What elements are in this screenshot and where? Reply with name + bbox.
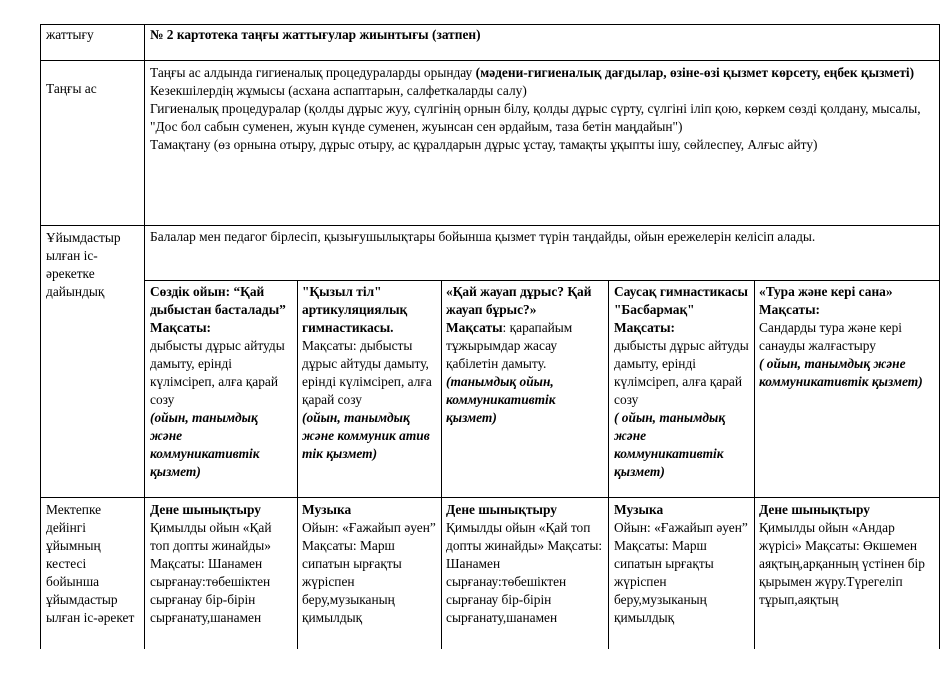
activity-title: Дене шынықтыру — [759, 502, 870, 517]
exercise-label: жаттығу — [46, 27, 94, 42]
row-divider — [40, 24, 940, 25]
game-tag: ( ойын, танымдық және коммуникативтік қызмет) — [759, 356, 923, 389]
game-goal-label: Мақсаты: — [759, 302, 820, 317]
column-divider — [144, 24, 145, 649]
game-title: Сөздік ойын: “Қай дыбыстан басталады” — [150, 284, 286, 317]
column-divider — [40, 24, 41, 649]
game-goal: Мақсаты: дыбысты дұрыс айтуды дамыту, ерінді күлімсіреп, алға қарай созу — [302, 338, 432, 407]
activity-cell — [446, 501, 604, 627]
row-divider — [144, 280, 940, 281]
exercise-content: № 2 картотека таңғы жаттығулар жиынтығы (затпен) — [150, 27, 481, 42]
activity-body: Қимылды ойын «Қай топ допты жинайды» Мақсаты: Шанамен сырғанау:төбешіктен сырғанау бір-бірін сырғанату,шанамен — [446, 520, 603, 625]
game-cell — [150, 283, 292, 481]
activity-title: Дене шынықтыру — [446, 502, 557, 517]
breakfast-content — [150, 64, 932, 154]
activity-cell — [150, 501, 294, 627]
activity-cell — [759, 501, 934, 609]
activity-cell — [302, 501, 438, 627]
activity-body: Ойын: «Ғажайып әуен” Мақсаты: Марш сипатын ырғақты жүріспен беру,музыканың қимылдық — [614, 520, 748, 625]
activity-title: Дене шынықтыру — [150, 502, 261, 517]
activity-body: Ойын: «Ғажайып әуен” Мақсаты: Марш сипатын ырғақты жүріспен беру,музыканың қимылдық — [302, 520, 436, 625]
game-cell — [446, 283, 604, 427]
game-goal: дыбысты дұрыс айтуды дамыту, еріндi күлімсіреп, алға қарай созу — [150, 338, 285, 407]
game-cell — [614, 283, 750, 481]
preparation-label: Ұйымдастыр ылған іс-әрекетке дайындық — [46, 230, 121, 299]
game-tag: (ойын, танымдық және коммуникативтік қызмет) — [150, 410, 260, 479]
row-divider — [40, 60, 940, 61]
activity-body: Қимылды ойын «Андар жүрісі» Мақсаты: Өкшемен аяқтың,арқанның үстінен бір қырымен жүру.Түрегеліп тұрып,аяқтың — [759, 520, 925, 607]
preparation-intro: Балалар мен педагог бірлесіп, қызығушылықтары бойынша қызмет түрін таңдайды, ойын ережелерін келісіп алады. — [150, 229, 816, 244]
column-divider — [754, 280, 755, 649]
game-goal-label: Мақсаты — [446, 320, 503, 335]
game-goal: дыбысты дұрыс айтуды дамыту, ерінді күлімсіреп, алға қарай созу — [614, 338, 749, 407]
game-goal-label: Мақсаты: — [150, 320, 211, 335]
column-divider — [939, 24, 940, 649]
breakfast-line: Таңғы ас алдында гигиеналық процедураларды орындау (мәдени-гигиеналық дағдылар, өзіне-өзі қызмет көрсету, еңбек қызметі) — [150, 65, 915, 80]
game-title: Саусақ гимнастикасы "Басбармақ" — [614, 284, 749, 317]
row-divider — [40, 497, 940, 498]
breakfast-line: Гигиеналық процедуралар (қолды дұрыс жуу, сүлгінің орнын білу, қолды дұрыс сүрту, сүлгіні іліп қою, көркем сөзді қолдану, мысалы, "Дос бол сабын суменен, жуын күнде суменен, жуынсан сен әрдайым, таза бетін маңдайын") — [150, 101, 921, 134]
game-title: "Қызыл тіл" артикуляциялық гимнастикасы. — [302, 284, 408, 335]
game-tag: (ойын, танымдық және коммуник атив тік қызмет) — [302, 410, 430, 461]
game-goal: Сандарды тура және кері санауды жалғастыру — [759, 320, 903, 353]
activity-cell — [614, 501, 750, 627]
breakfast-line: Кезекшілердің жұмысы (асхана аспаптарын, салфеткаларды салу) — [150, 83, 527, 98]
game-tag: (танымдық ойын, коммуникативтік қызмет) — [446, 374, 556, 425]
row-divider — [40, 225, 940, 226]
game-title: «Тура және кері сана» — [759, 284, 893, 299]
column-divider — [441, 280, 442, 649]
activity-title: Музыка — [614, 502, 664, 517]
game-tag: ( ойын, танымдық және коммуникативтік қызмет) — [614, 410, 726, 479]
breakfast-label: Таңғы ас — [46, 81, 97, 96]
game-goal-label: Мақсаты: — [614, 320, 675, 335]
game-cell — [759, 283, 934, 391]
column-divider — [608, 280, 609, 649]
game-goal: : қарапайым тұжырымдар жасау қабілетін дамыту. — [446, 320, 573, 371]
breakfast-line: Тамақтану (өз орнына отыру, дұрыс отыру, ас құралдарын дұрыс ұстау, тамақты ұқыпты ішу, сөйлеспеу, Алғыс айту) — [150, 137, 818, 152]
activity-body: Қимылды ойын «Қай топ допты жинайды» Мақсаты: Шанамен сырғанау:төбешіктен сырғанау бір-бірін сырғанату,шанамен — [150, 520, 272, 625]
activity-title: Музыка — [302, 502, 352, 517]
schedule-label: Мектепке дейінгі ұйымның кестесі бойынша ұйымдастыр ылған іс-әрекет — [46, 502, 135, 625]
game-title: «Қай жауап дұрыс? Қай жауап бұрыс?» — [446, 284, 592, 317]
column-divider — [297, 280, 298, 649]
game-cell — [302, 283, 438, 463]
